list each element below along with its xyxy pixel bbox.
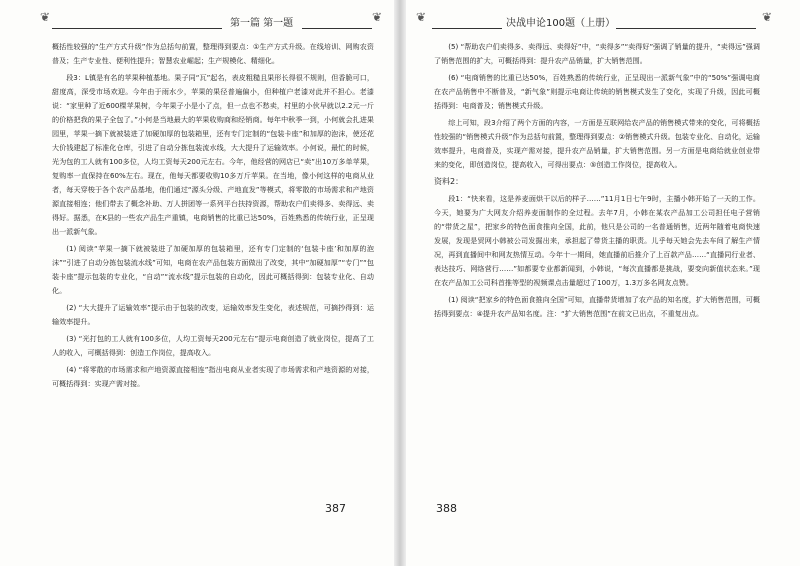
paragraph: (1) 阅读“把家乡的特色面食推向全国”可知，直播带货增加了农产品的知名度，扩大销售范围，可概括得到要点：④提升农产品知名度。注：“扩大销售范围”在前文已出点，不重复出点。 — [434, 295, 760, 318]
paragraph: (2) “大大提升了运输效率”提示由于包装的改变，运输效率发生变化，表述规范，可摘抄得到：运输效率提升。 — [52, 303, 374, 326]
paragraph: (4) “将零散的市场需求和产地资源直接相连”指出电商从业者实现了市场需求和产地资源的对接，可概括得到：实现产需对接。 — [52, 365, 374, 388]
page-number: 388 — [436, 502, 457, 515]
ornament-icon: ❦ — [416, 10, 427, 24]
ornament-icon: ❦ — [40, 10, 51, 24]
header-rule — [52, 28, 222, 29]
paragraph: (3) “光打包的工人就有100多位，人均工资每天200元左右”提示电商创造了就业岗位，提高了工人的收入，可概括得到：创造工作岗位，提高收入。 — [52, 334, 374, 357]
paragraph: (5) “帮助农户们卖得多、卖得远、卖得好”中，“卖得多”“卖得好”强调了销量的提升，“卖得远”强调了销售范围的扩大，可概括得到：提升农产品销量，扩大销售范围。 — [434, 42, 760, 65]
left-page-body — [52, 40, 374, 391]
paragraph: 段1：“快来看，这是养麦面烘干以后的样子……”11月1日七午9时，主播小韩开始了一天的工作。今天，她要为广大网友介绍养麦面制作的全过程。去年7月，小韩在某农产品加工公司担任电子营销的“带货之星”，把家乡的特色面食推向全国，此前，他只是公司的一名普通销售，近两年随着电商快速发展，发现是贸网小韩被公司发掘出来，承担起了带货主播的职责。儿乎每天她会先去车间了解生产情况，再到直播间中和网友热情互动。今年十一期间，她直播前后推介了上百款产品……“直播同行业者、表达技巧、网络营行……”如都要专业都新闻到，小韩说，“每次直播都是挑战，要变向新值状态来。”现在农产品加工公司科首推等型的视频课点击量超过了100万，1.3万多名网友点赞。 — [434, 194, 760, 287]
paragraph: 概括性较强的“生产方式升级”作为总括句前置，整理得到要点：①生产方式升级。在线培训、网购农资普及；生产专业性、便利性提升；智慧农业崛起；生产规模化、精细化。 — [52, 42, 374, 65]
material-title: 资料2： — [434, 177, 464, 186]
paragraph: (1) 阅读“苹果一摘下就被装进了加硬加厚的包装箱里，还有专门定制的‘包装卡座’和加厚的泡沫”“引进了自动分拣包装流水线”可知，电商在农产品包装方面做出了改变，其中“加硬加厚”“专门”“包装卡座”提示包装的专业化，“自动”“流水线”提示包装的自动化，因此可概括得到：包装专业化、自动化。 — [52, 244, 374, 295]
ornament-icon: ❦ — [372, 10, 383, 24]
paragraph: 段3：L镇是有名的苹果种植基地。果子同“瓦”起名，表皮粗糙且果形长得很不规则，但香脆可口，甜度高，深受市场欢迎。今年由于雨水少，苹果的果径普遍偏小，但种植户老漆对此并不担心。老漆说：“家里种了近600棵苹果树，今年果子小是小了点，但一点也不愁卖，村里的小伙早就以2.2元一斤的价格把我的果子全包了。”小何是当地最大的苹果收购商和经销商。每年中秋季一到，小何就会扎进果园里，苹果一摘下就被装进了加硬加厚的包装箱里，还有专门定制的“包装卡座”和加厚的泡沫，使还花大价钱建起了标准化仓库，引进了自动分拣包装流水线，大大提升了运输效率。小何说，最忙的时候，光为包的工人就有100多位，人均工资每天200元左右。今年，他经营的网店已“卖”出10万多单苹果，复购率一直保持在60%左右。现在，他每天都要收购10多万斤苹果。在当地，像小何这样的电商从业者，每天穿梭于各个农产品基地，他们通过“源头分级、产地直发”等模式，将零散的市场需求和产地资源直接相连；他们带去了概念补助、万人拼团等一系列平台扶持资源，帮助农户们卖得多、卖得远、卖得好。据悉，在K县的一些农产品生产重镇，电商销售的比重已达50%，百姓熟悉的传统行业，正呈现出一派新气象。 — [52, 73, 374, 236]
right-page-body — [434, 40, 760, 321]
page-number: 387 — [325, 502, 346, 515]
paragraph: (6) “电商销售的比重已达50%，百姓熟悉的传统行业，正呈现出一派新气象”中的“50%”强调电商在农产品销售中不断普及，“新气象”则提示电商让传统的销售模式发生了变化，实现了升级，因此可概括得到：电商普及；销售模式升级。 — [434, 73, 760, 110]
header-rule — [432, 28, 502, 29]
book-gutter — [394, 0, 406, 566]
ornament-icon: ❦ — [762, 10, 773, 24]
header-rule — [302, 28, 372, 29]
paragraph: 综上可知，段3介绍了两个方面的内容，一方面是互联网给农产品的销售模式带来的变化，可将概括性较强的“销售模式升级”作为总括句前置，整理得到要点：②销售模式升级。包装专业化、自动化，运输效率提升，电商普及，实现产需对接，提升农产品销量，扩大销售范围。另一方面是电商给就业创业带来的变化，即创造岗位，提高收入，可得出要点：⑤创造工作岗位，提高收入。 — [434, 118, 760, 169]
right-page — [406, 0, 800, 566]
left-page-header: 第一篇 第一题 — [230, 18, 294, 29]
header-rule — [616, 28, 756, 29]
right-page-header: 决战申论100题（上册） — [506, 18, 616, 29]
left-page — [0, 0, 394, 566]
